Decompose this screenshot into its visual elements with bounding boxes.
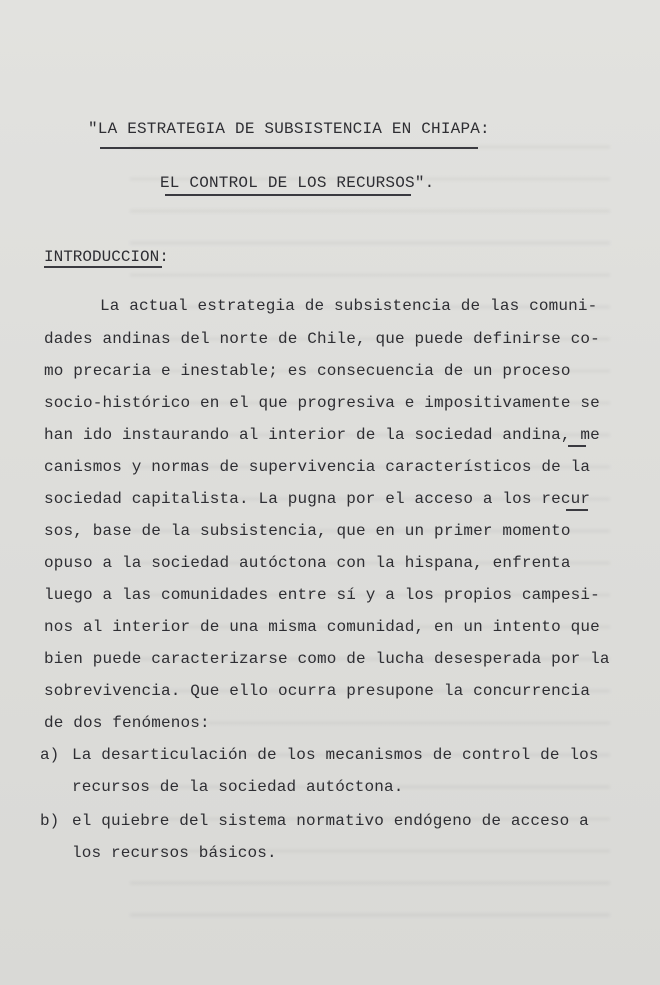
list-item-b-line-1: el quiebre del sistema normativo endógeno de acceso a (72, 812, 589, 830)
title-line-1: "LA ESTRATEGIA DE SUBSISTENCIA EN CHIAPA: (88, 120, 490, 138)
paragraph-line: dades andinas del norte de Chile, que puede definirse co- (44, 330, 600, 348)
paragraph-line: nos al interior de una misma comunidad, en un intento que (44, 618, 600, 636)
list-item-a-line-2: recursos de la sociedad autóctona. (72, 778, 404, 796)
title-underline-1 (100, 147, 478, 149)
paragraph-line: La actual estrategia de subsistencia de las comuni- (100, 297, 598, 315)
paragraph-line: opuso a la sociedad autóctona con la hispana, enfrenta (44, 554, 571, 572)
title-underline-2 (165, 194, 411, 196)
paragraph-line: mo precaria e inestable; es consecuencia de un proceso (44, 362, 571, 380)
list-item-a-line-1: La desarticulación de los mecanismos de control de los (72, 746, 599, 764)
paragraph-line: bien puede caracterizarse como de lucha desesperada por la (44, 650, 610, 668)
paragraph-line: sos, base de la subsistencia, que en un primer momento (44, 522, 571, 540)
paragraph-line: canismos y normas de supervivencia característicos de la (44, 458, 591, 476)
list-item-b-line-2: los recursos básicos. (72, 844, 277, 862)
paragraph-line: socio-histórico en el que progresiva e impositivamente se (44, 394, 600, 412)
hyphen-underline (566, 509, 588, 511)
paragraph-line: sobrevivencia. Que ello ocurra presupone la concurrencia (44, 682, 591, 700)
hyphen-underline (568, 445, 586, 447)
paragraph-line: de dos fenómenos: (44, 714, 210, 732)
paragraph-line: han ido instaurando al interior de la sociedad andina, me (44, 426, 600, 444)
section-heading: INTRODUCCION: (44, 248, 169, 266)
paragraph-line: sociedad capitalista. La pugna por el acceso a los recur (44, 490, 591, 508)
title-line-2: EL CONTROL DE LOS RECURSOS". (160, 174, 435, 192)
list-marker-b: b) (40, 812, 60, 830)
section-heading-underline (44, 266, 162, 268)
paragraph-line: luego a las comunidades entre sí y a los propios campesi- (44, 586, 600, 604)
list-marker-a: a) (40, 746, 60, 764)
